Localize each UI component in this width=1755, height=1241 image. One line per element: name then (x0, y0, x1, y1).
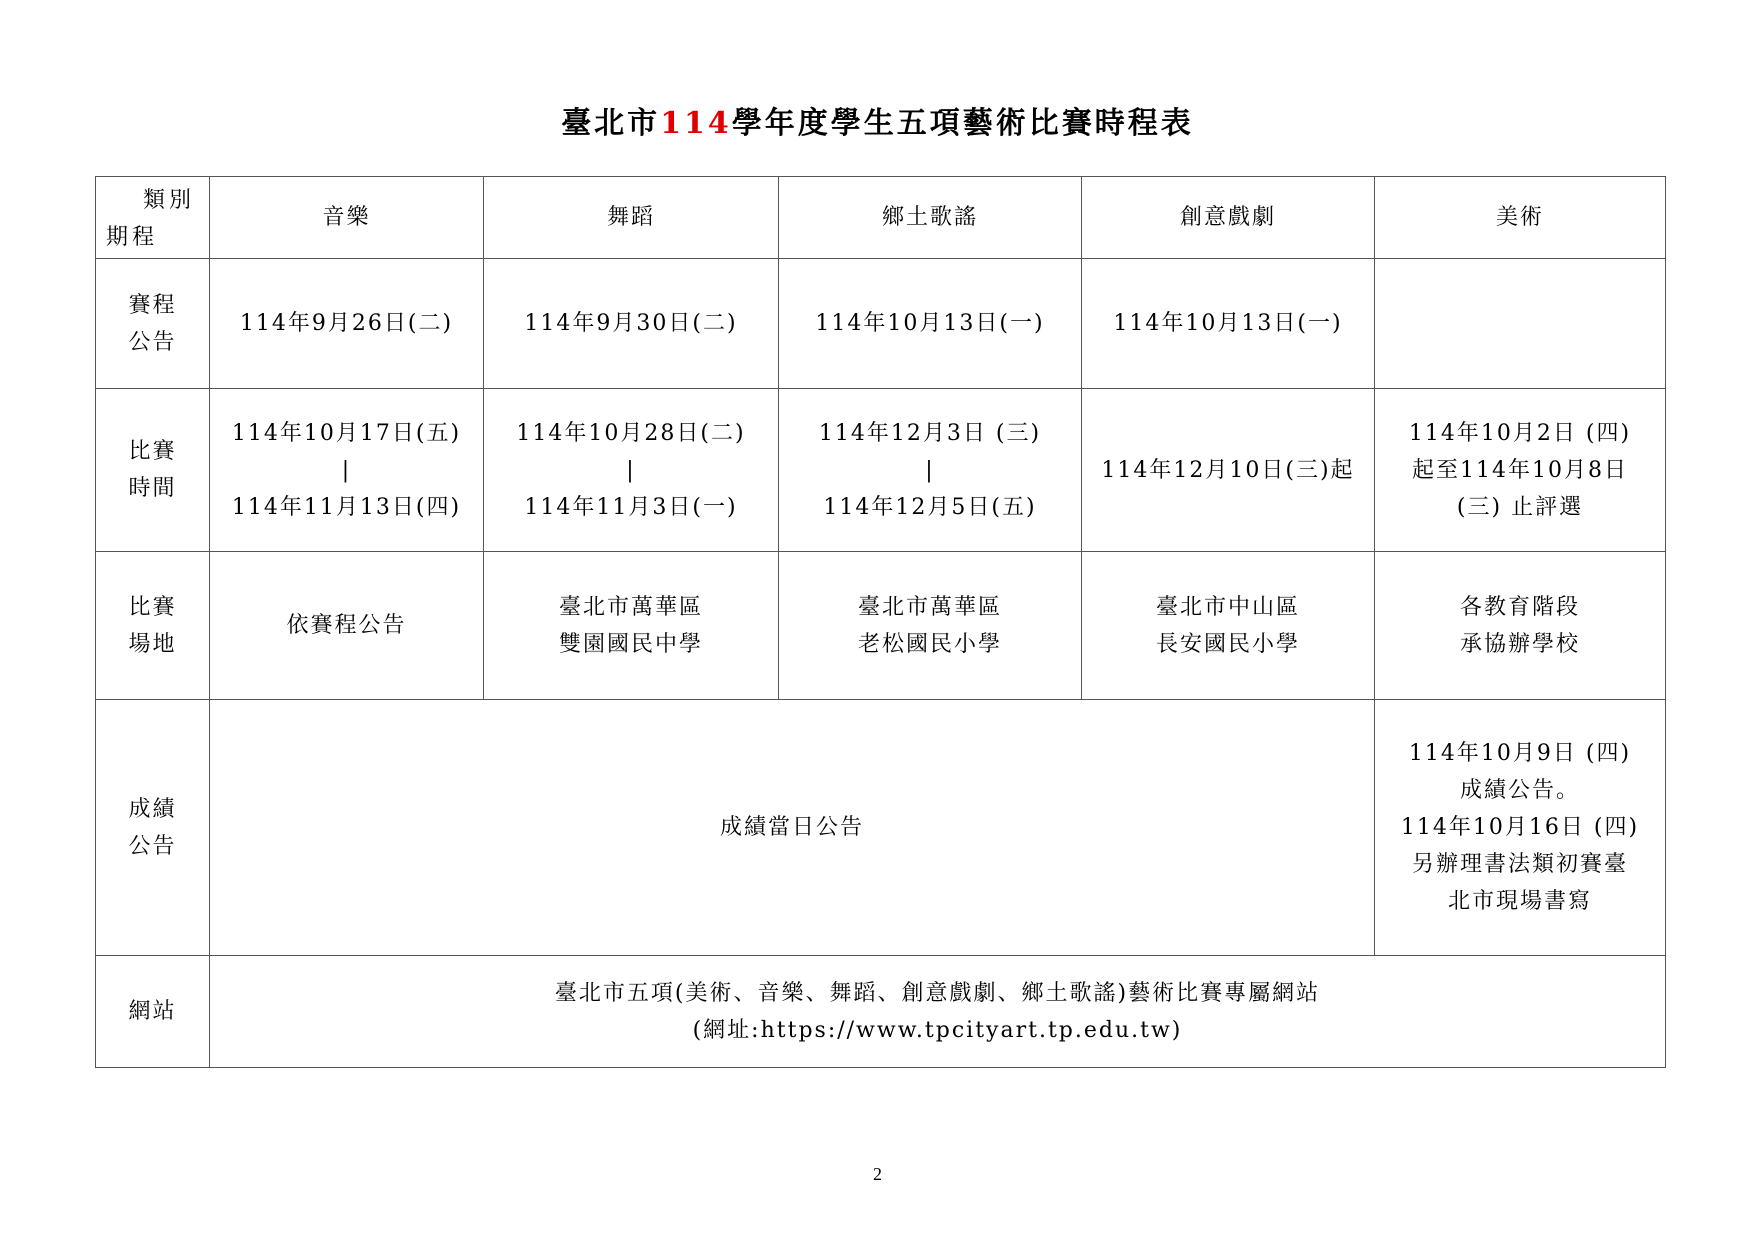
page-title (0, 98, 1755, 142)
column-header-dance: 舞蹈 (484, 177, 779, 259)
corner-cell (96, 177, 210, 259)
website-description: 臺北市五項(美術、音樂、舞蹈、創意戲劇、鄉土歌謠)藝術比賽專屬網站 (554, 980, 1321, 1006)
announcement-music: 114年9月26日(二) (210, 259, 484, 389)
row-label-website: 網站 (96, 956, 210, 1068)
column-header-art: 美術 (1375, 177, 1666, 259)
venue-row (96, 552, 1666, 700)
website-url[interactable]: (網址:https://www.tpcityart.tp.edu.tw) (692, 1017, 1183, 1043)
venue-music: 依賽程公告 (210, 552, 484, 700)
announcement-art (1375, 259, 1666, 389)
website-cell (210, 956, 1666, 1068)
announcement-dance: 114年9月30日(二) (484, 259, 779, 389)
period-drama: 114年12月10日(三)起 (1082, 389, 1375, 552)
row-label-period: 比賽 時間 (96, 389, 210, 552)
website-row (96, 956, 1666, 1068)
row-label-results: 成績 公告 (96, 700, 210, 956)
venue-dance: 臺北市萬華區 雙園國民中學 (484, 552, 779, 700)
row-label-venue: 比賽 場地 (96, 552, 210, 700)
page-number: 2 (873, 1164, 882, 1184)
announcement-row (96, 259, 1666, 389)
announcement-drama: 114年10月13日(一) (1082, 259, 1375, 389)
header-row (96, 177, 1666, 259)
venue-folk-song: 臺北市萬華區 老松國民小學 (779, 552, 1082, 700)
venue-drama: 臺北市中山區 長安國民小學 (1082, 552, 1375, 700)
column-header-folk-song: 鄉土歌謠 (779, 177, 1082, 259)
title-year: 114 (660, 106, 732, 141)
corner-schedule-label: 期程 (106, 225, 159, 250)
period-art: 114年10月2日 (四) 起至114年10月8日 (三) 止評選 (1375, 389, 1666, 552)
title-prefix: 臺北市 (561, 106, 661, 141)
results-row (96, 700, 1666, 956)
corner-category-label: 類別 (142, 188, 195, 213)
schedule-table (95, 176, 1666, 1068)
row-label-announcement: 賽程 公告 (96, 259, 210, 389)
results-art: 114年10月9日 (四) 成績公告。 114年10月16日 (四) 另辦理書法類初賽臺 北市現場書寫 (1375, 700, 1666, 956)
period-music: 114年10月17日(五) | 114年11月13日(四) (210, 389, 484, 552)
announcement-folk-song: 114年10月13日(一) (779, 259, 1082, 389)
title-suffix: 學年度學生五項藝術比賽時程表 (731, 106, 1194, 141)
period-folk-song: 114年12月3日 (三) | 114年12月5日(五) (779, 389, 1082, 552)
column-header-drama: 創意戲劇 (1082, 177, 1375, 259)
column-header-music: 音樂 (210, 177, 484, 259)
period-row (96, 389, 1666, 552)
results-merged-cell: 成績當日公告 (210, 700, 1375, 956)
period-dance: 114年10月28日(二) | 114年11月3日(一) (484, 389, 779, 552)
venue-art: 各教育階段 承協辦學校 (1375, 552, 1666, 700)
